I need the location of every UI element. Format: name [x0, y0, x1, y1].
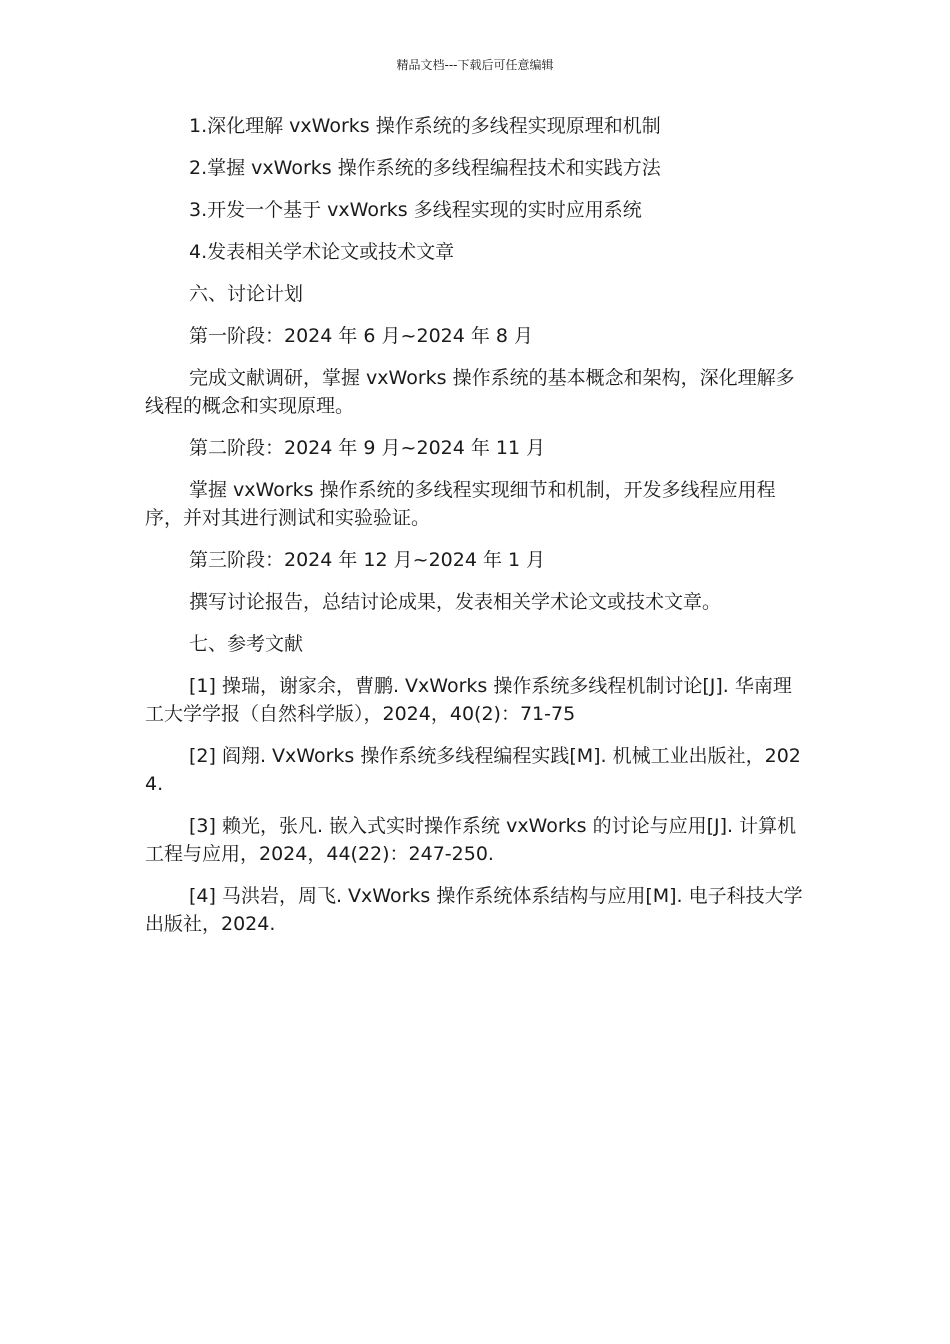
reference-1: [1] 操瑞，谢家余，曹鹏. VxWorks 操作系统多线程机制讨论[J]. 华南理工大学学报（自然科学版），2024，40(2)：71-75 [145, 675, 792, 725]
reference-4: [4] 马洪岩，周飞. VxWorks 操作系统体系结构与应用[M]. 电子科技大学出版社，2024. [145, 885, 803, 935]
goal-item-2: 2.掌握 vxWorks 操作系统的多线程编程技术和实践方法 [189, 157, 661, 179]
phase-3-description: 撰写讨论报告，总结讨论成果，发表相关学术论文或技术文章。 [189, 591, 722, 613]
phase-2-description: 掌握 vxWorks 操作系统的多线程实现细节和机制，开发多线程应用程序，并对其进行测试和实验验证。 [145, 479, 776, 529]
phase-1-description: 完成文献调研，掌握 vxWorks 操作系统的基本概念和架构，深化理解多线程的概念和实现原理。 [145, 367, 795, 417]
phase-1-title: 第一阶段：2024 年 6 月~2024 年 8 月 [189, 325, 534, 347]
reference-2: [2] 阎翔. VxWorks 操作系统多线程编程实践[M]. 机械工业出版社，2024. [145, 745, 801, 795]
section-heading-references: 七、参考文献 [189, 633, 304, 655]
reference-3: [3] 赖光，张凡. 嵌入式实时操作系统 vxWorks 的讨论与应用[J]. 计算机工程与应用，2024，44(22)：247-250. [145, 815, 797, 865]
phase-2-title: 第二阶段：2024 年 9 月~2024 年 11 月 [189, 437, 546, 459]
goal-item-1: 1.深化理解 vxWorks 操作系统的多线程实现原理和机制 [189, 115, 661, 137]
document-body [145, 112, 810, 952]
goal-item-4: 4.发表相关学术论文或技术文章 [189, 241, 455, 263]
goal-item-3: 3.开发一个基于 vxWorks 多线程实现的实时应用系统 [189, 199, 642, 221]
phase-3-title: 第三阶段：2024 年 12 月~2024 年 1 月 [189, 549, 546, 571]
section-heading-plan: 六、讨论计划 [189, 283, 304, 305]
page-header: 精品文档---下载后可任意编辑 [396, 58, 554, 72]
